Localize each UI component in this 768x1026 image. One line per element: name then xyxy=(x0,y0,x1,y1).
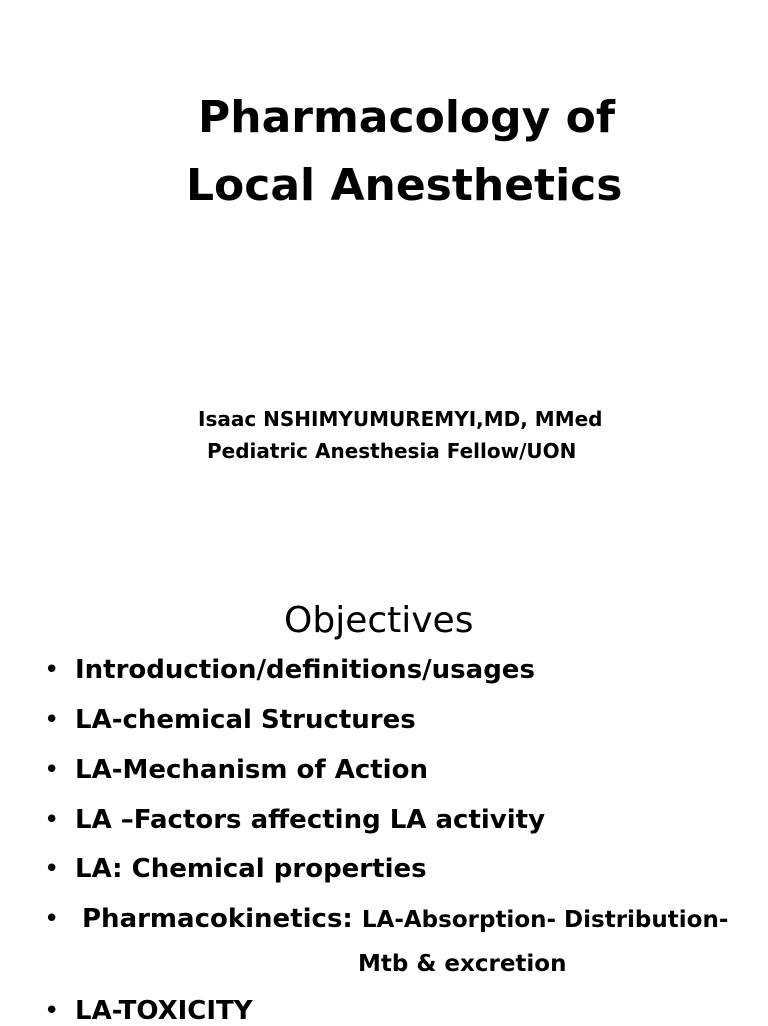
list-item-text: LA –Factors affecting LA activity xyxy=(75,805,546,835)
list-item-lead: Pharmacokinetics: xyxy=(82,904,362,934)
slide-title-line-2: Local Anesthetics xyxy=(186,160,623,211)
bullet-icon: • xyxy=(44,805,60,835)
author-name: Isaac NSHIMYUMUREMYI,MD, MMed xyxy=(198,407,603,431)
list-item-rest: LA-Absorption- Distribution- xyxy=(361,907,729,933)
slide-title-line-1: Pharmacology of xyxy=(198,92,615,143)
list-item-text: LA-TOXICITY xyxy=(75,996,253,1026)
list-item-text: Introduction/definitions/usages xyxy=(75,655,535,685)
bullet-icon: • xyxy=(44,755,60,785)
list-item-text xyxy=(82,906,728,932)
list-item-text: LA-chemical Structures xyxy=(75,705,416,735)
author-affiliation: Pediatric Anesthesia Fellow/UON xyxy=(207,439,577,463)
objectives-title: Objectives xyxy=(284,600,474,641)
bullet-icon: • xyxy=(44,854,60,884)
bullet-icon: • xyxy=(44,705,60,735)
bullet-icon: • xyxy=(44,655,60,685)
list-item-text: LA-Mechanism of Action xyxy=(75,755,428,785)
list-item-text: LA: Chemical properties xyxy=(75,854,427,884)
list-item-continuation: Mtb & excretion xyxy=(358,951,567,977)
bullet-icon: • xyxy=(44,904,60,934)
bullet-icon: • xyxy=(44,996,60,1026)
